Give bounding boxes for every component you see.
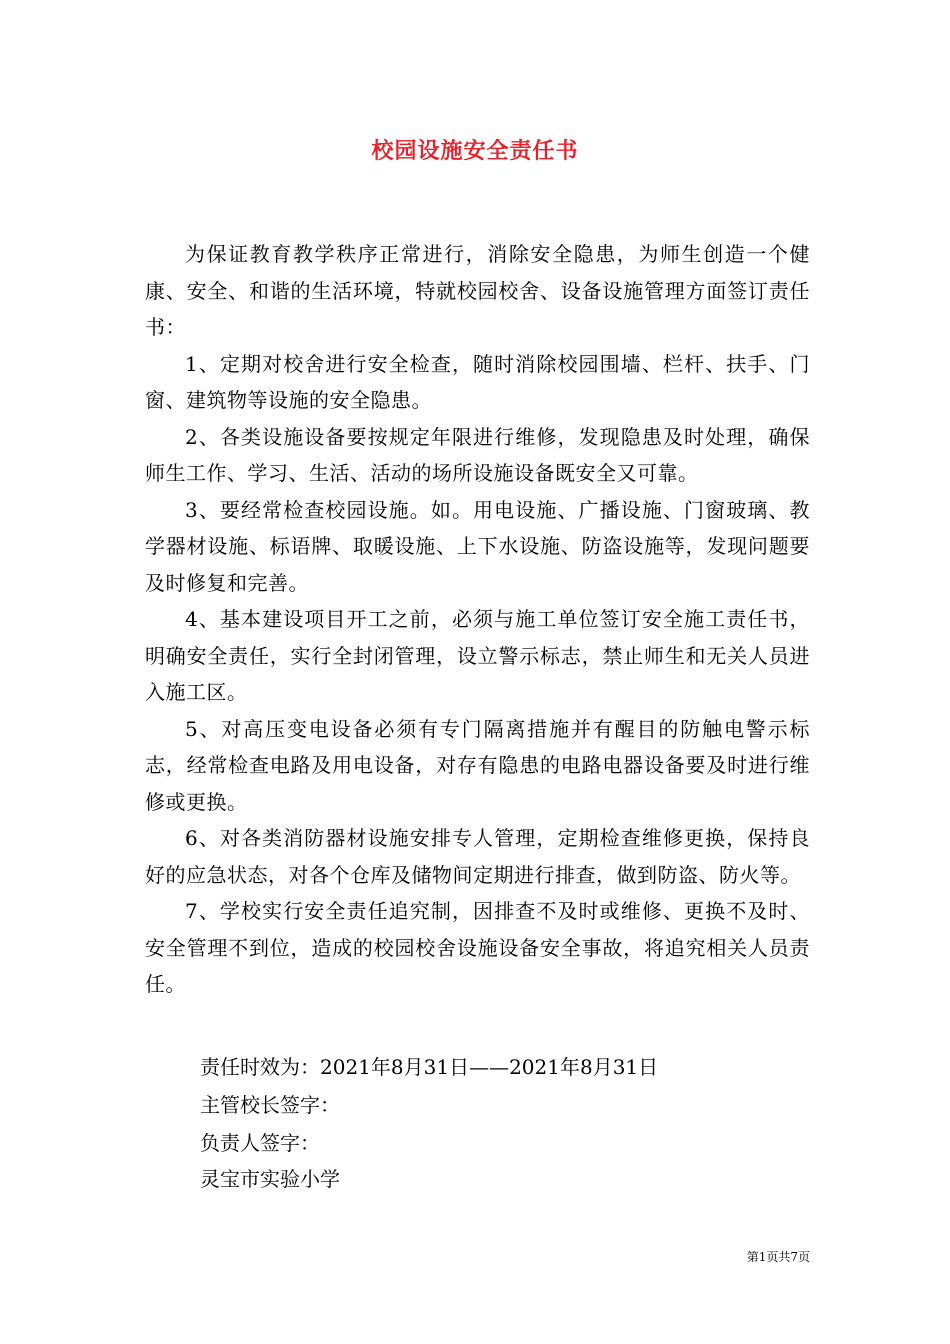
validity-period: 责任时效为：2021年8月31日——2021年8月31日 (200, 1055, 659, 1079)
document-title: 校园设施安全责任书 (371, 138, 579, 164)
principal-signature-line: 主管校长签字： (200, 1093, 340, 1117)
item-paragraph-3: 3、要经常检查校园设施。如。用电设施、广播设施、门窗玻璃、教学器材设施、标语牌、取暖设施、上下水设施、防盗设施等，发现问题要及时修复和完善。 (145, 497, 810, 595)
item-paragraph-5: 5、对高压变电设备必须有专门隔离措施并有醒目的防触电警示标志，经常检查电路及用电设备，对存有隐患的电路电器设备要及时进行维修或更换。 (145, 716, 810, 814)
page-indicator: 第1页共7页 (746, 1250, 810, 1264)
item-paragraph-6: 6、对各类消防器材设施安排专人管理，定期检查维修更换，保持良好的应急状态，对各个仓库及储物间定期进行排查，做到防盗、防火等。 (145, 826, 810, 887)
school-name: 灵宝市实验小学 (200, 1167, 340, 1191)
responsible-signature-line: 负责人签字： (200, 1131, 320, 1155)
item-paragraph-4: 4、基本建设项目开工之前，必须与施工单位签订安全施工责任书，明确安全责任，实行全封闭管理，设立警示标志，禁止师生和无关人员进入施工区。 (145, 607, 810, 704)
item-paragraph-1: 1、定期对校舍进行安全检查，随时消除校园围墙、栏杆、扶手、门窗、建筑物等设施的安全隐患。 (145, 351, 810, 412)
intro-paragraph: 为保证教育教学秩序正常进行，消除安全隐患，为师生创造一个健康、安全、和谐的生活环境，特就校园校舍、设备设施管理方面签订责任书： (145, 242, 810, 339)
item-paragraph-2: 2、各类设施设备要按规定年限进行维修，发现隐患及时处理，确保师生工作、学习、生活、活动的场所设施设备既安全又可靠。 (145, 424, 810, 485)
document-body (145, 236, 810, 1003)
item-paragraph-7: 7、学校实行安全责任追究制，因排查不及时或维修、更换不及时、安全管理不到位，造成的校园校舍设施设备安全事故，将追究相关人员责任。 (145, 899, 810, 996)
